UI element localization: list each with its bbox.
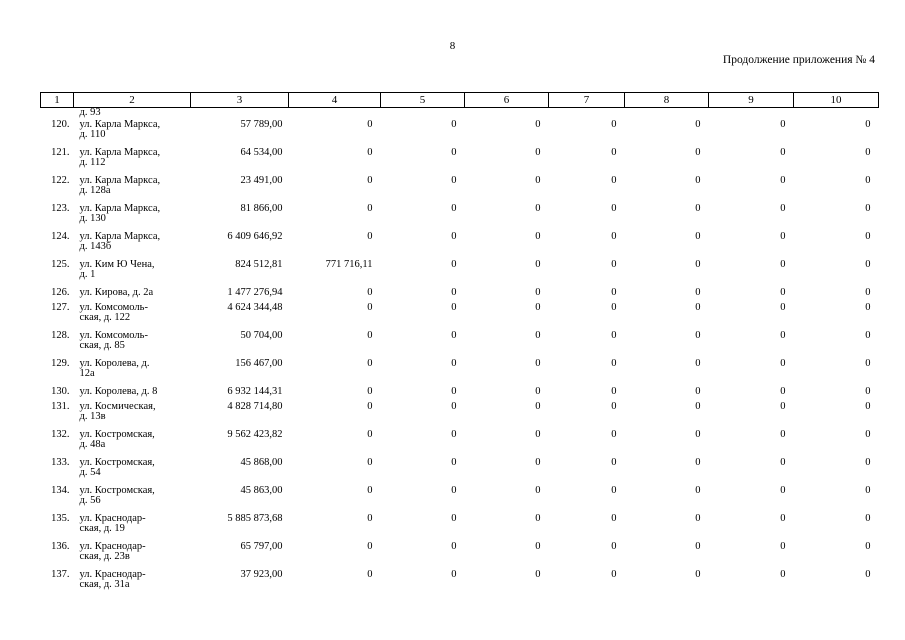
value-cell: 37 923,00 [240,569,283,580]
address-cell [74,286,191,301]
value-cell: 0 [695,119,701,130]
value-cell: 1 477 276,94 [227,287,283,298]
table-row [41,400,879,428]
value-cell: 0 [780,358,786,369]
value-cell: 0 [367,401,373,412]
row-number: 134. [51,485,70,496]
value-cell: 0 [695,175,701,186]
value-cell: 0 [535,287,541,298]
address-line-2: 12а [79,368,95,379]
row-number: 132. [51,429,70,440]
value-cell: 0 [611,175,617,186]
table-row [41,146,879,174]
value-cell: 0 [367,287,373,298]
value-cell: 0 [535,401,541,412]
value-cell: 9 562 423,82 [227,429,283,440]
row-number: 137. [51,569,70,580]
address-cell [74,428,191,456]
address-cell [74,385,191,400]
address-cell [74,202,191,230]
value-cell: 0 [535,330,541,341]
address-cell [74,568,191,596]
value-cell: 0 [780,147,786,158]
address-cell [74,118,191,146]
value-cell: 0 [865,485,871,496]
value-cell: 0 [611,485,617,496]
row-number: 126. [51,287,70,298]
value-cell: 0 [865,259,871,270]
address-line-1: ул. Костромская, [79,429,155,440]
value-cell: 0 [780,429,786,440]
value-cell: 0 [695,259,701,270]
value-cell: 0 [695,358,701,369]
address-line-1: ул. Кирова, д. 2а [79,287,154,298]
address-line-2: д. 110 [79,129,106,140]
value-cell: 0 [780,302,786,313]
table-row [41,456,879,484]
address-line-1: ул. Карла Маркса, [79,119,161,130]
row-number: 131. [51,401,70,412]
page-number: 8 [449,40,456,52]
column-header: 8 [625,93,709,108]
value-cell: 0 [865,429,871,440]
value-cell: 0 [367,330,373,341]
value-cell: 0 [611,569,617,580]
value-cell: 0 [695,401,701,412]
column-header: 2 [74,93,191,108]
value-cell: 0 [695,231,701,242]
value-cell: 0 [611,231,617,242]
value-cell: 65 797,00 [240,541,283,552]
address-line-2: д. 112 [79,157,106,168]
value-cell: 0 [535,302,541,313]
column-header: 10 [794,93,879,108]
value-cell: 156 467,00 [235,358,283,369]
table-row [41,118,879,146]
column-header: 5 [381,93,465,108]
address-line-1: ул. Краснодар- [79,569,146,580]
value-cell: 0 [611,541,617,552]
value-cell: 0 [451,513,457,524]
value-cell: 0 [695,287,701,298]
value-cell: 0 [451,386,457,397]
value-cell: 0 [611,401,617,412]
value-cell: 0 [535,513,541,524]
address-cell [74,258,191,286]
address-line-2: ская, д. 23в [79,551,130,562]
address-line-1: ул. Карла Маркса, [79,175,161,186]
address-line-2: д. 48а [79,439,106,450]
value-cell: 0 [451,231,457,242]
address-line-1: ул. Карла Маркса, [79,147,161,158]
value-cell: 0 [780,401,786,412]
value-cell: 0 [611,330,617,341]
value-cell: 0 [865,147,871,158]
value-cell: 6 409 646,92 [227,231,283,242]
row-number: 130. [51,386,70,397]
value-cell: 0 [865,175,871,186]
value-cell: 6 932 144,31 [227,386,283,397]
header-row [41,93,879,108]
table-row [41,174,879,202]
address-line-2: ская, д. 122 [79,312,131,323]
data-table [40,92,879,596]
address-line-2: д. 143б [79,241,112,252]
address-line-1: ул. Ким Ю Чена, [79,259,155,270]
value-cell: 0 [865,203,871,214]
continuation-row [41,108,879,119]
table-row [41,540,879,568]
value-cell: 0 [367,231,373,242]
address-line-1: ул. Краснодар- [79,541,146,552]
continuation-label: Продолжение приложения № 4 [722,54,875,66]
value-cell: 0 [865,358,871,369]
value-cell: 0 [865,386,871,397]
value-cell: 0 [535,119,541,130]
value-cell: 0 [367,569,373,580]
value-cell: 0 [611,386,617,397]
table-row [41,357,879,385]
value-cell: 0 [451,119,457,130]
value-cell: 0 [367,147,373,158]
value-cell: 0 [451,358,457,369]
value-cell: 0 [780,541,786,552]
value-cell: 0 [451,259,457,270]
value-cell: 0 [367,386,373,397]
table-row [41,230,879,258]
value-cell: 0 [695,147,701,158]
value-cell: 0 [695,513,701,524]
value-cell: 0 [535,485,541,496]
value-cell: 0 [695,302,701,313]
row-number: 129. [51,358,70,369]
value-cell: 0 [780,287,786,298]
address-line-2: д. 1 [79,269,96,280]
address-cell [74,484,191,512]
address-line-2: ская, д. 31а [79,579,130,590]
value-cell: 0 [780,513,786,524]
value-cell: 0 [367,302,373,313]
value-cell: 0 [367,175,373,186]
value-cell: 0 [780,485,786,496]
column-header: 4 [289,93,381,108]
value-cell: 0 [780,175,786,186]
value-cell: 0 [865,513,871,524]
address-cell [74,146,191,174]
value-cell: 0 [451,330,457,341]
address-line-1: ул. Карла Маркса, [79,231,161,242]
address-cell [74,174,191,202]
value-cell: 4 624 344,48 [227,302,283,313]
value-cell: 64 534,00 [240,147,283,158]
value-cell: 0 [865,569,871,580]
row-number: 136. [51,541,70,552]
value-cell: 0 [780,457,786,468]
table-row [41,202,879,230]
table-row [41,428,879,456]
row-number: 120. [51,119,70,130]
address-cell [74,400,191,428]
address-line-2: д. 56 [79,495,101,506]
address-cell [74,540,191,568]
column-header: 3 [191,93,289,108]
address-line-1: ул. Королева, д. 8 [79,386,158,397]
table-row [41,512,879,540]
row-number: 121. [51,147,70,158]
value-cell: 824 512,81 [235,259,283,270]
value-cell: 5 885 873,68 [227,513,283,524]
address-cell [74,230,191,258]
value-cell: 0 [367,513,373,524]
value-cell: 81 866,00 [240,203,283,214]
address-line-2: д. 54 [79,467,101,478]
value-cell: 0 [367,358,373,369]
value-cell: 0 [535,457,541,468]
address-line-2: ская, д. 19 [79,523,125,534]
row-number: 127. [51,302,70,313]
value-cell: 0 [611,302,617,313]
table-row [41,385,879,400]
row-number: 128. [51,330,70,341]
value-cell: 0 [367,457,373,468]
table-row [41,329,879,357]
value-cell: 0 [865,457,871,468]
value-cell: 50 704,00 [240,330,283,341]
value-cell: 0 [695,485,701,496]
value-cell: 0 [695,330,701,341]
value-cell: 0 [611,203,617,214]
table-row [41,301,879,329]
address-line-2: ская, д. 85 [79,340,125,351]
table-row [41,484,879,512]
value-cell: 0 [451,457,457,468]
value-cell: 0 [451,302,457,313]
value-cell: 0 [535,175,541,186]
value-cell: 0 [535,429,541,440]
value-cell: 0 [611,457,617,468]
address-line-1: ул. Костромская, [79,457,155,468]
row-number: 123. [51,203,70,214]
column-header: 1 [41,93,74,108]
value-cell: 4 828 714,80 [227,401,283,412]
value-cell: 0 [367,119,373,130]
column-header: 6 [465,93,549,108]
column-header: 7 [549,93,625,108]
value-cell: 0 [451,485,457,496]
row-number: 122. [51,175,70,186]
address-line-1: ул. Комсомоль- [79,302,148,313]
value-cell: 0 [535,231,541,242]
value-cell: 0 [451,175,457,186]
value-cell: 0 [695,386,701,397]
value-cell: 0 [611,259,617,270]
value-cell: 0 [611,287,617,298]
value-cell: 0 [780,119,786,130]
value-cell: 0 [865,287,871,298]
value-cell: 0 [451,541,457,552]
value-cell: 0 [535,569,541,580]
address-cell [74,329,191,357]
value-cell: 0 [695,457,701,468]
address-line-2: д. 130 [79,213,106,224]
value-cell: 45 868,00 [240,457,283,468]
value-cell: 0 [865,119,871,130]
value-cell: 0 [451,429,457,440]
row-number: 133. [51,457,70,468]
value-cell: 0 [780,330,786,341]
value-cell: 0 [780,259,786,270]
value-cell: 0 [535,203,541,214]
value-cell: 0 [611,119,617,130]
table-row [41,568,879,596]
value-cell: 0 [611,513,617,524]
table-row [41,258,879,286]
value-cell: 0 [451,147,457,158]
address-line-1: ул. Карла Маркса, [79,203,161,214]
value-cell: 57 789,00 [240,119,283,130]
value-cell: 0 [451,569,457,580]
value-cell: 0 [780,203,786,214]
address-line-2: д. 13в [79,411,106,422]
table-row [41,286,879,301]
address-line-1: ул. Костромская, [79,485,155,496]
row-number: 124. [51,231,70,242]
row-number: 135. [51,513,70,524]
value-cell: 0 [780,386,786,397]
value-cell: 23 491,00 [240,175,283,186]
value-cell: 0 [367,541,373,552]
row-number: 125. [51,259,70,270]
value-cell: 45 863,00 [240,485,283,496]
value-cell: 0 [611,358,617,369]
value-cell: 0 [865,302,871,313]
value-cell: 0 [535,541,541,552]
address-cell [74,456,191,484]
value-cell: 0 [451,203,457,214]
value-cell: 0 [780,231,786,242]
value-cell: 0 [451,401,457,412]
value-cell: 0 [780,569,786,580]
address-line-1: ул. Краснодар- [79,513,146,524]
address-line-2: д. 128а [79,185,111,196]
value-cell: 0 [611,147,617,158]
address-line-1: ул. Комсомоль- [79,330,148,341]
address-cell [74,301,191,329]
value-cell: 771 716,11 [325,259,373,270]
value-cell: 0 [451,287,457,298]
address-line-1: ул. Космическая, [79,401,156,412]
address-line-1: ул. Королева, д. [79,358,150,369]
value-cell: 0 [367,429,373,440]
value-cell: 0 [865,541,871,552]
value-cell: 0 [695,203,701,214]
value-cell: 0 [695,541,701,552]
value-cell: 0 [611,429,617,440]
address-cell: д. 93 [79,107,101,118]
value-cell: 0 [535,358,541,369]
column-header: 9 [709,93,794,108]
address-cell [74,512,191,540]
value-cell: 0 [865,401,871,412]
value-cell: 0 [865,330,871,341]
value-cell: 0 [367,485,373,496]
value-cell: 0 [695,569,701,580]
value-cell: 0 [865,231,871,242]
value-cell: 0 [695,429,701,440]
value-cell: 0 [367,203,373,214]
address-cell [74,357,191,385]
value-cell: 0 [535,147,541,158]
value-cell: 0 [535,259,541,270]
value-cell: 0 [535,386,541,397]
